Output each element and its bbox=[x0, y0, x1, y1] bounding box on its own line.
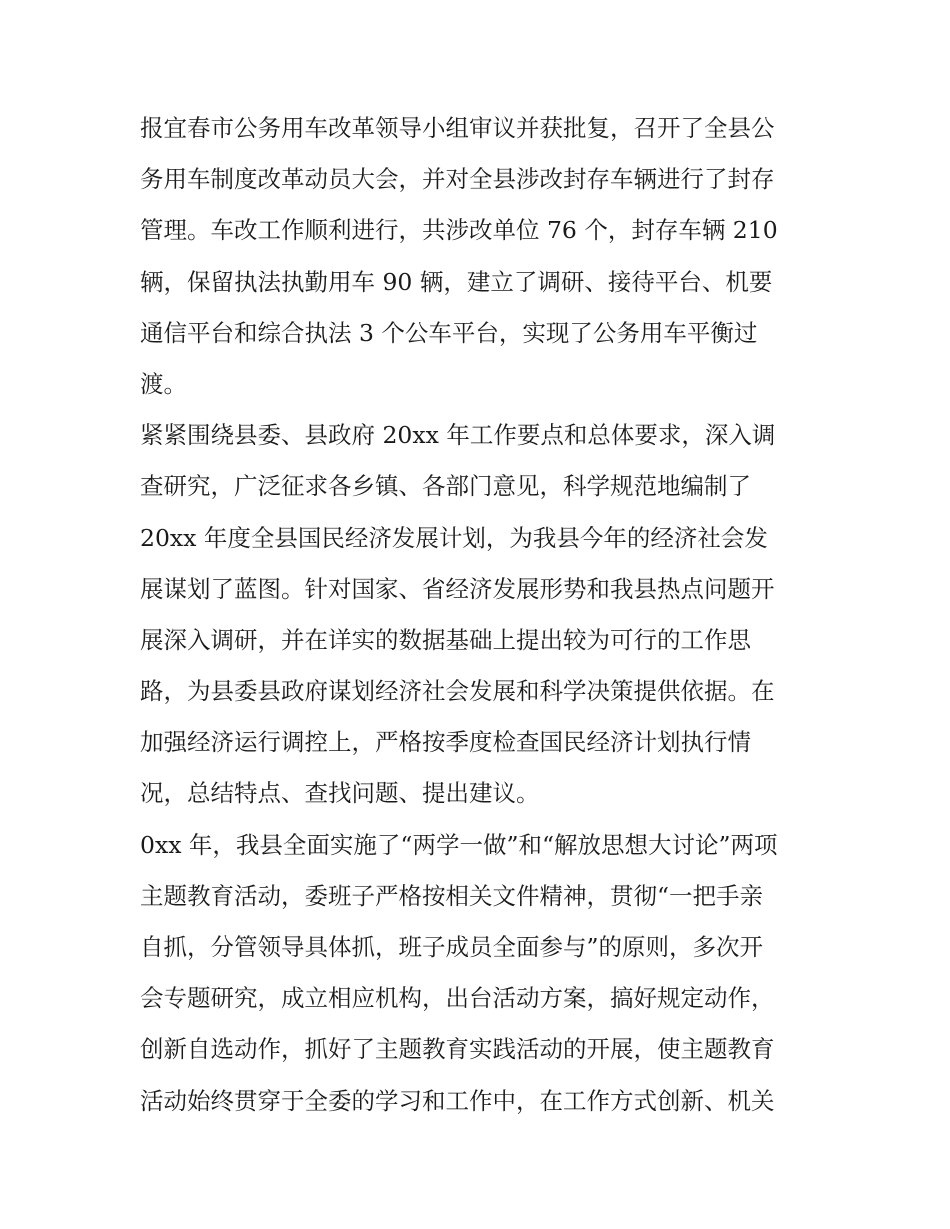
text-line: 会专题研究，成立相应机构，出台活动方案，搞好规定动作， bbox=[140, 984, 775, 1013]
text-line: 报宜春市公务用车改革领导小组审议并获批复，召开了全县公 bbox=[140, 114, 775, 142]
paragraph-vehicle-reform bbox=[140, 103, 820, 410]
text-line: 加强经济运行调控上，严格按季度检查国民经济计划执行情 bbox=[140, 728, 751, 757]
text-line: 自抓，分管领导具体抓，班子成员全面参与”的原则，多次开 bbox=[140, 933, 764, 961]
paragraph-economic-plan bbox=[140, 410, 820, 820]
text-line: 通信平台和综合执法 3 个公车平台，实现了公务用车平衡过 bbox=[140, 318, 758, 347]
text-line: 查研究，广泛征求各乡镇、各部门意见，科学规范地编制了 bbox=[140, 472, 751, 501]
text-line: 路，为县委县政府谋划经济社会发展和科学决策提供依据。在 bbox=[140, 677, 775, 706]
text-line: 管理。车改工作顺利进行，共涉改单位 76 个，封存车辆 210 bbox=[140, 216, 778, 245]
text-line: 0xx 年，我县全面实施了“两学一做”和“解放思想大讨论”两项 bbox=[140, 830, 778, 859]
text-line: 渡。 bbox=[140, 369, 187, 398]
text-line: 展谋划了蓝图。针对国家、省经济发展形势和我县热点问题开 bbox=[140, 574, 775, 603]
text-line: 紧紧围绕县委、县政府 20xx 年工作要点和总体要求，深入调 bbox=[140, 421, 776, 450]
text-line: 活动始终贯穿于全委的学习和工作中，在工作方式创新、机关 bbox=[140, 1086, 775, 1115]
text-line: 主题教育活动，委班子严格按相关文件精神，贯彻“一把手亲 bbox=[140, 881, 764, 910]
text-line: 20xx 年度全县国民经济发展计划，为我县今年的经济社会发 bbox=[140, 523, 768, 552]
paragraph-theme-education bbox=[140, 820, 820, 1127]
text-line: 展深入调研，并在详实的数据基础上提出较为可行的工作思 bbox=[140, 625, 751, 654]
document-body bbox=[140, 103, 820, 1127]
text-line: 况，总结特点、查找问题、提出建议。 bbox=[140, 779, 540, 808]
text-line: 创新自选动作，抓好了主题教育实践活动的开展，使主题教育 bbox=[140, 1035, 775, 1064]
text-line: 辆，保留执法执勤用车 90 辆，建立了调研、接待平台、机要 bbox=[140, 267, 773, 296]
text-line: 务用车制度改革动员大会，并对全县涉改封存车辆进行了封存 bbox=[140, 165, 775, 194]
